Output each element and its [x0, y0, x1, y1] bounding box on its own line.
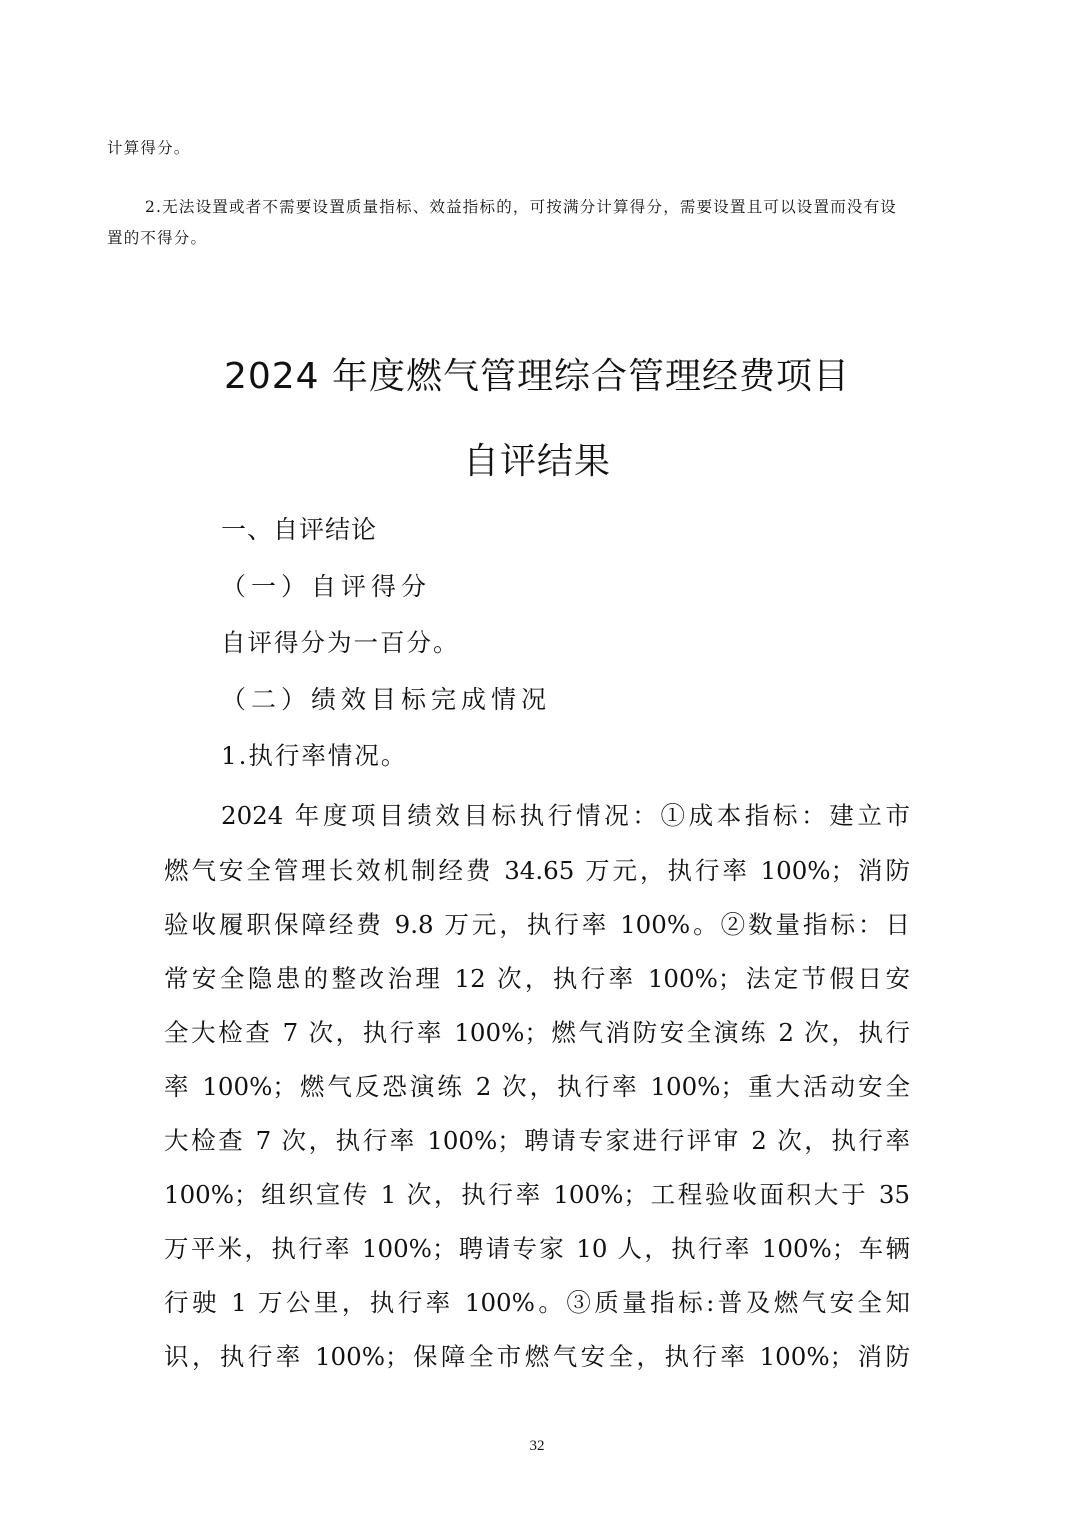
- note-line-3: 置的不得分。: [107, 229, 208, 247]
- paragraph-line: 识，执行率 100%；保障全市燃气安全，执行率 100%；消防: [164, 1342, 910, 1371]
- subheading-performance: （二）绩效目标完成情况: [221, 685, 552, 714]
- paragraph-line: 行驶 1 万公里，执行率 100%。③质量指标:普及燃气安全知: [164, 1288, 910, 1317]
- section-heading-conclusion: 一、自评结论: [221, 515, 378, 544]
- paragraph-line: 常安全隐患的整改治理 12 次，执行率 100%；法定节假日安: [164, 964, 910, 993]
- paragraph-line: 燃气安全管理长效机制经费 34.65 万元，执行率 100%；消防: [164, 856, 910, 885]
- paragraph-line: 2024 年度项目绩效目标执行情况：①成本指标：建立市: [221, 801, 910, 830]
- execution-heading: 1.执行率情况。: [221, 741, 408, 770]
- document-title-line-2: 自评结果: [462, 441, 611, 482]
- score-text: 自评得分为一百分。: [221, 628, 460, 657]
- paragraph-line: 全大检查 7 次，执行率 100%；燃气消防安全演练 2 次，执行: [164, 1018, 910, 1047]
- paragraph-line: 100%；组织宣传 1 次，执行率 100%；工程验收面积大于 35: [164, 1180, 910, 1209]
- paragraph-line: 验收履职保障经费 9.8 万元，执行率 100%。②数量指标：日: [164, 910, 910, 939]
- document-title-line-1: 2024 年度燃气管理综合管理经费项目: [223, 356, 851, 397]
- paragraph-line: 万平米，执行率 100%；聘请专家 10 人，执行率 100%；车辆: [164, 1234, 910, 1263]
- note-line-1: 计算得分。: [107, 139, 191, 157]
- subheading-score: （一）自评得分: [221, 572, 432, 601]
- note-line-2: 2.无法设置或者不需要设置质量指标、效益指标的，可按满分计算得分，需要设置且可以设置而没有设: [145, 198, 897, 216]
- paragraph-line: 大检查 7 次，执行率 100%；聘请专家进行评审 2 次，执行率: [164, 1126, 910, 1155]
- paragraph-line: 率 100%；燃气反恐演练 2 次，执行率 100%；重大活动安全: [164, 1072, 910, 1101]
- page-number: 32: [529, 1438, 545, 1454]
